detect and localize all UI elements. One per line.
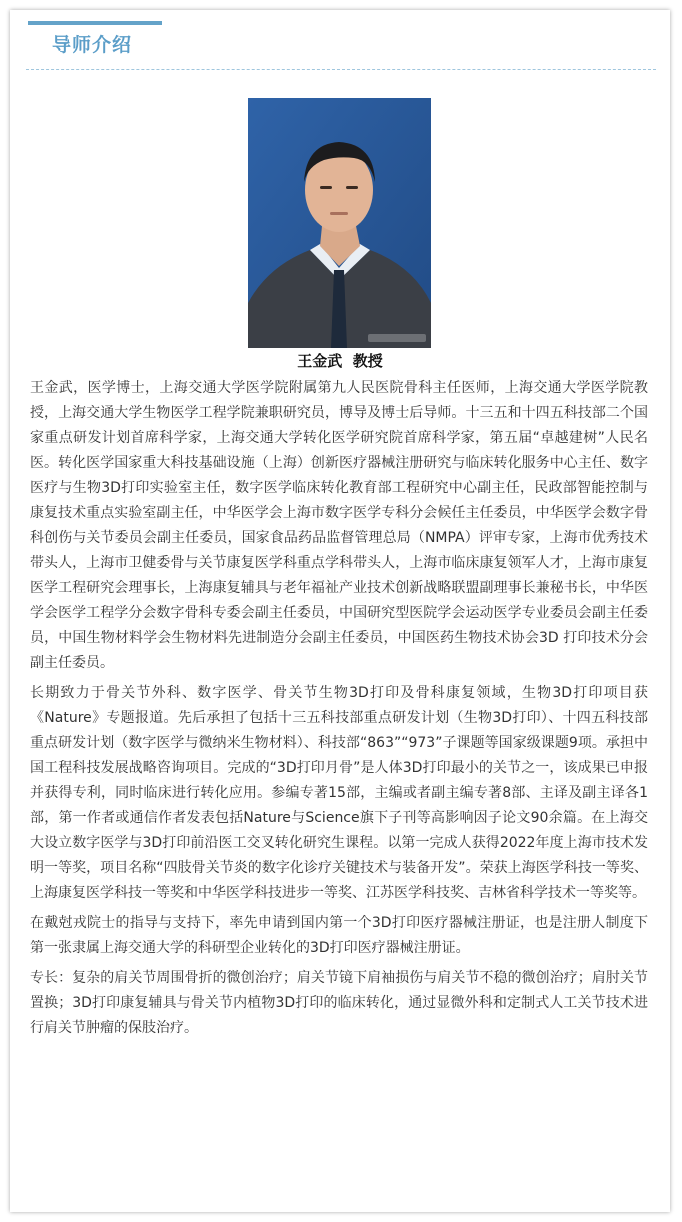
bio-paragraph: 专长：复杂的肩关节周围骨折的微创治疗；肩关节镜下肩袖损伤与肩关节不稳的微创治疗；肩肘关节置换；3D打印康复辅具与骨关节内植物3D打印的临床转化，通过显微外科和定制式人工关节技术进行肩关节肿瘤的保肢治疗。	[30, 970, 648, 1036]
bio-paragraph: 在戴尅戎院士的指导与支持下，率先申请到国内第一个3D打印医疗器械注册证，也是注册人制度下第一张隶属上海交通大学的科研型企业转化的3D打印医疗器械注册证。	[30, 915, 648, 956]
portrait-photo-icon	[248, 98, 431, 348]
bio-paragraph: 长期致力于骨关节外科、数字医学、骨关节生物3D打印及骨科康复领域，生物3D打印项目获《Nature》专题报道。先后承担了包括十三五科技部重点研发计划（生物3D打印）、十四五科技部重点研发计划（数字医学与微纳米生物材料）、科技部“863”“973”子课题等国家级课题9项。承担中国工程科技发展战略咨询项目。完成的“3D打印月骨”是人体3D打印最小的关节之一，该成果已申报并获得专利，同时临床进行转化应用。参编专著15部，主编或者副主编专著8部、主译及副主译各1部，第一作者或通信作者发表包括Nature与Science旗下子刊等高影响因子论文90余篇。在上海交大设立数字医学与3D打印前沿医工交叉转化研究生课程。以第一完成人获得2022年度上海市技术发明一等奖，项目名称“四肢骨关节炎的数字化诊疗关键技术与装备开发”。荣获上海医学科技一等奖、上海康复医学科技一等奖和中华医学科技进步一等奖、江苏医学科技奖、吉林省科学技术一等奖等。	[30, 685, 648, 901]
header-divider	[26, 69, 656, 70]
bio-content	[30, 376, 648, 1046]
bio-paragraph: 王金武，医学博士，上海交通大学医学院附属第九人民医院骨科主任医师，上海交通大学医学院教授，上海交通大学生物医学工程学院兼职研究员，博导及博士后导师。十三五和十四五科技部二个国家重点研发计划首席科学家，上海交通大学转化医学研究院首席科学家，第五届“卓越建树”人民名医。转化医学国家重大科技基础设施（上海）创新医疗器械注册研究与临床转化服务中心主任、数字医疗与生物3D打印实验室主任，数字医学临床转化教育部工程研究中心副主任，民政部智能控制与康复技术重点实验室副主任，中华医学会上海市数字医学专科分会候任主任委员，中华医学会数字骨科创伤与关节委员会副主任委员，国家食品药品监督管理总局（NMPA）评审专家，上海市优秀技术带头人，上海市卫健委骨与关节康复医学科重点学科带头人，上海市临床康复领军人才，上海市康复医学工程研究会理事长，上海康复辅具与老年福祉产业技术创新战略联盟副理事长兼秘书长，中华医学会医学工程学分会数字骨科专委会副主任委员，中国研究型医院学会运动医学专业委员会副主任委员，中国生物材料学会生物材料先进制造分会副主任委员，中国医药生物技术协会3D 打印技术分会副主任委员。	[30, 380, 648, 671]
profile-card	[10, 10, 670, 1212]
portrait-photo	[248, 98, 431, 348]
profile-caption: 王金武 教授	[297, 352, 383, 370]
section-header	[10, 10, 670, 72]
section-title: 导师介绍	[52, 34, 133, 56]
header-accent-bar	[28, 21, 162, 25]
